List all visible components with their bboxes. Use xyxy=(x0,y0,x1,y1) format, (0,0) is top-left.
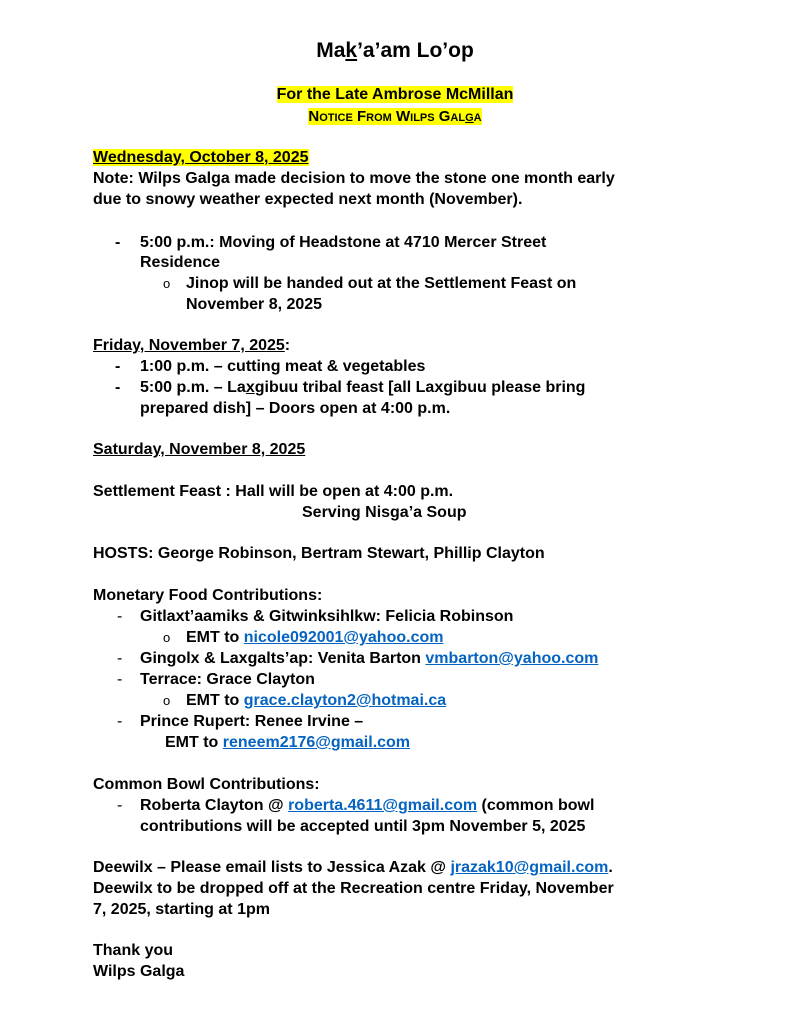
circle-bullet: o xyxy=(163,630,171,645)
notice-line xyxy=(0,106,790,127)
contribution-prince-rupert: Prince Rupert: Renee Irvine – xyxy=(140,713,364,730)
signature: Wilps Galga xyxy=(93,963,185,980)
contribution-gingolx: Gingolx & Laxgalts’ap: Venita Barton vmbarton@yahoo.com xyxy=(140,650,599,667)
friday-item-2-line-2: prepared dish] – Doors open at 4:00 p.m. xyxy=(140,400,451,417)
monetary-heading: Monetary Food Contributions: xyxy=(93,587,323,604)
email-link-nicole[interactable]: nicole092001@yahoo.com xyxy=(243,629,444,646)
dash-bullet: - xyxy=(115,379,121,396)
wednesday-date: Wednesday, October 8, 2025 xyxy=(93,149,309,166)
deewilx-line-1: Deewilx – Please email lists to Jessica Azak @ jrazak10@gmail.com. xyxy=(93,859,613,876)
note-line-2: due to snowy weather expected next month (November). xyxy=(93,191,523,208)
email-link-jrazak[interactable]: jrazak10@gmail.com xyxy=(450,859,609,876)
friday-item-1: 1:00 p.m. – cutting meat & vegetables xyxy=(140,358,426,375)
contribution-terrace: Terrace: Grace Clayton xyxy=(140,671,315,688)
notice-from-label: Notice From Wilps Galga xyxy=(308,108,482,125)
friday-date: Friday, November 7, 2025: xyxy=(93,337,291,354)
common-bowl-heading: Common Bowl Contributions: xyxy=(93,776,320,793)
dash-bullet: - xyxy=(117,797,123,814)
dash-bullet: - xyxy=(115,234,121,251)
jinop-line-2: November 8, 2025 xyxy=(186,296,323,313)
hosts-line: HOSTS: George Robinson, Bertram Stewart, Phillip Clayton xyxy=(93,545,545,562)
soup-line: Serving Nisga’a Soup xyxy=(302,504,467,521)
email-link-vmbarton[interactable]: vmbarton@yahoo.com xyxy=(425,650,599,667)
headstone-item-line-2: Residence xyxy=(140,254,221,271)
headstone-item-line-1: 5:00 p.m.: Moving of Headstone at 4710 Mercer Street xyxy=(140,234,547,251)
emt-line-4: EMT to reneem2176@gmail.com xyxy=(165,734,411,751)
settlement-feast-line: Settlement Feast : Hall will be open at 4:00 p.m. xyxy=(93,483,454,500)
jinop-line-1: Jinop will be handed out at the Settlement Feast on xyxy=(186,275,577,292)
deewilx-line-2: Deewilx to be dropped off at the Recreation centre Friday, November xyxy=(93,880,614,897)
document-title: Mak’a’am Lo’op xyxy=(316,39,474,62)
emt-line-1: EMT to nicole092001@yahoo.com xyxy=(186,629,444,646)
common-bowl-item-line-2: contributions will be accepted until 3pm November 5, 2025 xyxy=(140,818,586,835)
note-line-1: Note: Wilps Galga made decision to move the stone one month early xyxy=(93,170,615,187)
memorial-subtitle: For the Late Ambrose McMillan xyxy=(276,86,514,103)
deewilx-line-3: 7, 2025, starting at 1pm xyxy=(93,901,270,918)
email-link-roberta[interactable]: roberta.4611@gmail.com xyxy=(288,797,478,814)
dash-bullet: - xyxy=(117,713,123,730)
contribution-gitlaxtaamiks: Gitlaxt’aamiks & Gitwinksihlkw: Felicia Robinson xyxy=(140,608,514,625)
dash-bullet: - xyxy=(117,671,123,688)
friday-item-2-line-1: 5:00 p.m. – Laxgibuu tribal feast [all Laxgibuu please bring xyxy=(140,379,586,396)
email-link-grace[interactable]: grace.clayton2@hotmai.ca xyxy=(243,692,447,709)
dash-bullet: - xyxy=(117,650,123,667)
saturday-date: Saturday, November 8, 2025 xyxy=(93,441,306,458)
common-bowl-item-line-1: Roberta Clayton @ roberta.4611@gmail.com (common bowl xyxy=(140,797,595,814)
circle-bullet: o xyxy=(163,276,171,291)
dash-bullet: - xyxy=(115,358,121,375)
emt-line-3: EMT to grace.clayton2@hotmai.ca xyxy=(186,692,447,709)
email-link-reneem[interactable]: reneem2176@gmail.com xyxy=(222,734,411,751)
circle-bullet: o xyxy=(163,693,171,708)
thank-you: Thank you xyxy=(93,942,174,959)
dash-bullet: - xyxy=(117,608,123,625)
